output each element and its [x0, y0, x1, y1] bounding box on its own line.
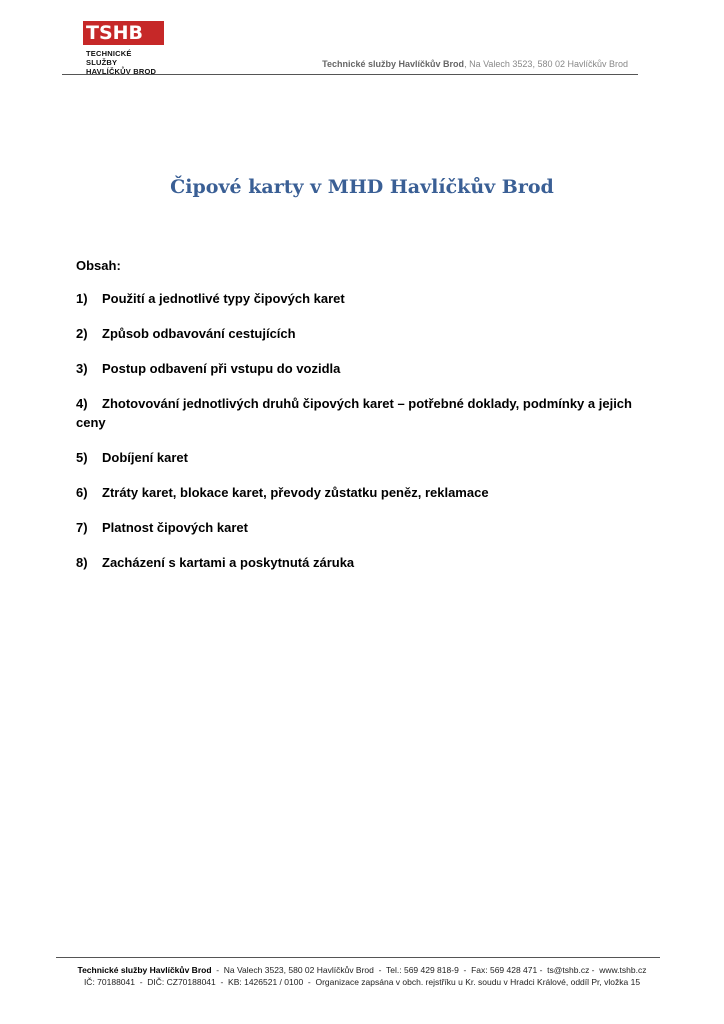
toc-item-number: 2) [76, 326, 88, 341]
toc-item-text: Dobíjení karet [102, 450, 188, 465]
logo-abbr: TSHB [83, 21, 164, 45]
toc-item [76, 518, 656, 537]
toc-item-text: Zhotovování jednotlivých druhů čipových karet – potřebné doklady, podmínky a jejich ceny [76, 396, 632, 430]
footer-contact: - Na Valech 3523, 580 02 Havlíčkův Brod - Tel.: 569 429 818-9 - Fax: 569 428 471 - ts@tshb.cz - www.tshb.cz [211, 965, 647, 975]
page-footer [0, 964, 724, 988]
toc-item [76, 483, 656, 502]
toc-item [76, 553, 656, 572]
toc-item-number: 8) [76, 555, 88, 570]
toc-item-text: Postup odbavení při vstupu do vozidla [102, 361, 341, 376]
toc-item-text: Zacházení s kartami a poskytnutá záruka [102, 555, 355, 570]
toc-item [76, 324, 656, 343]
toc-item-text: Ztráty karet, blokace karet, převody zůstatku peněz, reklamace [102, 485, 489, 500]
toc-item-number: 4) [76, 396, 88, 411]
footer-line-2: IČ: 70188041 - DIČ: CZ70188041 - KB: 1426521 / 0100 - Organizace zapsána v obch. rejstříku u Kr. soudu v Hradci Králové, oddíl Pr, vložka 15 [83, 977, 641, 987]
toc-item [76, 289, 656, 308]
logo-line-2: HAVLÍČKŮV BROD [86, 67, 157, 76]
toc-item [76, 359, 656, 378]
toc-item-text: Způsob odbavování cestujících [102, 326, 296, 341]
toc-item-number: 3) [76, 361, 88, 376]
toc-item-text: Platnost čipových karet [102, 520, 248, 535]
page-title: Čipové karty v MHD Havlíčkův Brod [170, 176, 554, 198]
toc-item [76, 448, 656, 467]
header-address [322, 59, 628, 69]
toc-item-text: Použití a jednotlivé typy čipových karet [102, 291, 345, 306]
company-logo [83, 21, 165, 76]
toc-item-number: 5) [76, 450, 88, 465]
toc-heading: Obsah: [76, 258, 121, 273]
header-divider [62, 74, 638, 75]
header-address-text: , Na Valech 3523, 580 02 Havlíčkův Brod [464, 59, 628, 69]
logo-line-1: TECHNICKÉ SLUŽBY [86, 49, 132, 67]
footer-line-1 [0, 964, 724, 976]
toc-item-number: 6) [76, 485, 88, 500]
toc-item-number: 1) [76, 291, 88, 306]
toc-item-number: 7) [76, 520, 88, 535]
footer-org: Technické služby Havlíčkův Brod [77, 965, 212, 975]
toc-item [76, 394, 656, 432]
footer-divider [56, 957, 660, 958]
header-org: Technické služby Havlíčkův Brod [322, 59, 465, 69]
table-of-contents [76, 258, 656, 588]
